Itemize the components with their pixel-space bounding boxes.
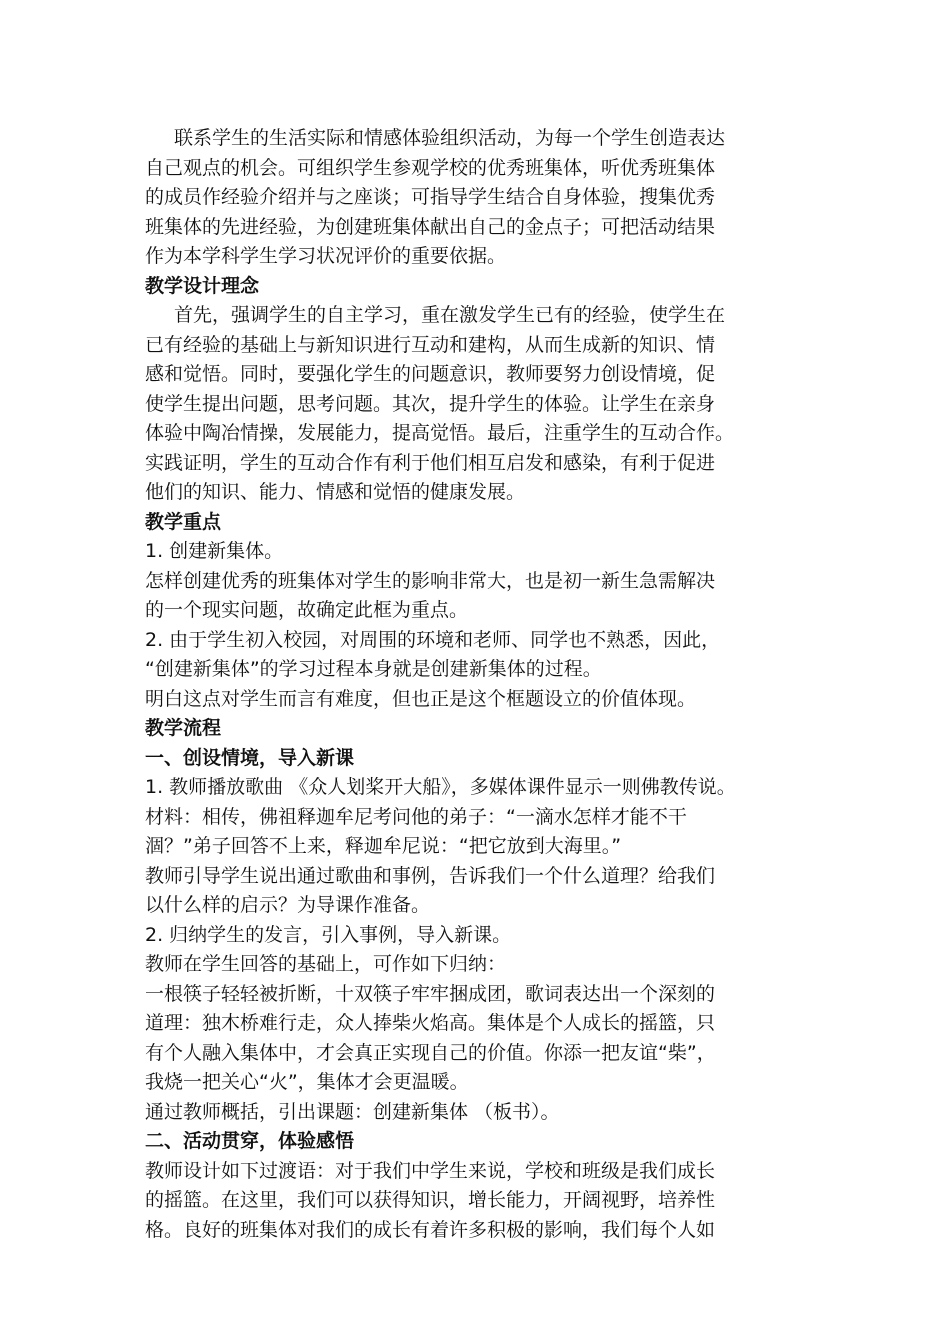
text-line: 体验中陶冶情操，发展能力，提高觉悟。最后，注重学生的互动合作。 [145, 422, 735, 444]
text-line: 教师引导学生说出通过歌曲和事例，告诉我们一个什么道理？给我们 [145, 864, 716, 887]
section-heading: 教学设计理念 [145, 274, 260, 297]
text-line: 2. 由于学生初入校园，对周围的环境和老师、同学也不熟悉，因此， [145, 628, 721, 651]
text-line: 教师设计如下过渡语：对于我们中学生来说，学校和班级是我们成长 [145, 1159, 716, 1182]
text-line: 自己观点的机会。可组织学生参观学校的优秀班集体，听优秀班集体 [145, 156, 716, 179]
text-line: 感和觉悟。同时，要强化学生的问题意识，教师要努力创设情境，促 [145, 363, 716, 385]
text-line: 以什么样的启示？为导课作准备。 [145, 894, 431, 916]
text-line: 联系学生的生活实际和情感体验组织活动，为每一个学生创造表达 [174, 127, 726, 149]
section-heading: 二、活动贯穿，体验感悟 [145, 1130, 355, 1152]
text-line: “创建新集体”的学习过程本身就是创建新集体的过程。 [145, 658, 602, 680]
text-line: 教师在学生回答的基础上，可作如下归纳： [145, 953, 507, 975]
text-line: 他们的知识、能力、情感和觉悟的健康发展。 [145, 481, 526, 503]
text-line: 的摇篮。在这里，我们可以获得知识，增长能力，开阔视野，培养性 [145, 1189, 716, 1211]
text-line: 材料：相传，佛祖释迦牟尼考问他的弟子：“一滴水怎样才能不干 [145, 805, 687, 828]
text-line: 怎样创建优秀的班集体对学生的影响非常大，也是初一新生急需解决 [145, 569, 716, 592]
text-line: 的一个现实问题，故确定此框为重点。 [145, 599, 469, 621]
text-line: 1. 教师播放歌曲 《众人划桨开大船》，多媒体课件显示一则佛教传说。 [145, 776, 736, 798]
text-line: 格。良好的班集体对我们的成长有着许多积极的影响，我们每个人如 [145, 1218, 716, 1241]
section-heading: 教学流程 [145, 717, 222, 739]
text-line: 1. 创建新集体。 [145, 540, 284, 562]
text-line: 首先，强调学生的自主学习，重在激发学生已有的经验，使学生在 [174, 304, 726, 326]
text-line: 已有经验的基础上与新知识进行互动和建构，从而生成新的知识、情 [145, 333, 716, 356]
text-line: 有个人融入集体中，才会真正实现自己的价值。你添一把友谊“柴”， [145, 1041, 716, 1064]
text-line: 通过教师概括，引出课题：创建新集体 （板书）。 [145, 1100, 560, 1123]
text-line: 2. 归纳学生的发言，引入事例，导入新课。 [145, 923, 512, 946]
document-page [145, 124, 825, 1245]
text-line: 作为本学科学生学习状况评价的重要依据。 [145, 245, 507, 267]
text-line: 实践证明，学生的互动合作有利于他们相互启发和感染，有利于促进 [145, 451, 716, 474]
text-line: 我烧一把关心“火”，集体才会更温暖。 [145, 1071, 469, 1093]
section-heading: 一、创设情境，导入新课 [145, 746, 355, 769]
text-line: 的成员作经验介绍并与之座谈；可指导学生结合自身体验，搜集优秀 [145, 186, 716, 208]
text-line: 班集体的先进经验，为创建班集体献出自己的金点子；可把活动结果 [145, 215, 716, 238]
text-line: 道理：独木桥难行走，众人捧柴火焰高。集体是个人成长的摇篮，只 [145, 1012, 716, 1034]
text-line: 涸？”弟子回答不上来，释迦牟尼说：“把它放到大海里。” [145, 835, 622, 857]
text-line: 一根筷子轻轻被折断，十双筷子牢牢捆成团，歌词表达出一个深刻的 [145, 982, 716, 1005]
text-line: 使学生提出问题，思考问题。其次，提升学生的体验。让学生在亲身 [145, 392, 716, 415]
section-heading: 教学重点 [145, 510, 222, 533]
text-line: 明白这点对学生而言有难度，但也正是这个框题设立的价值体现。 [145, 687, 697, 710]
